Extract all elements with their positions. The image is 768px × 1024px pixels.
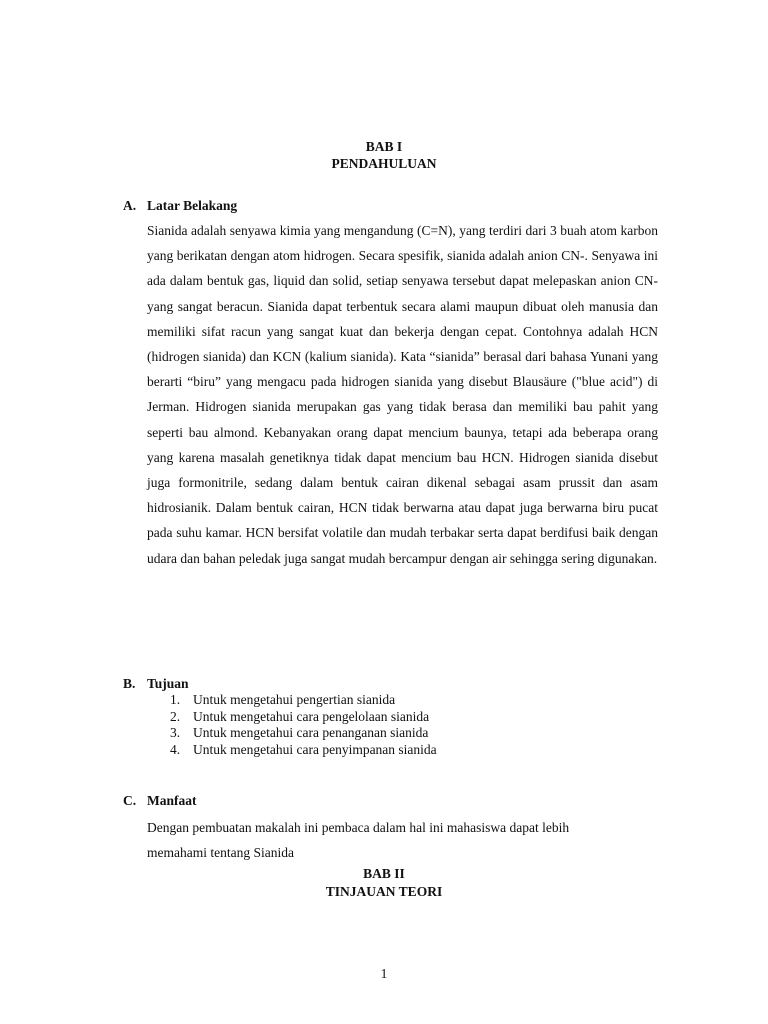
list-item-text: Untuk mengetahui cara pengelolaan sianida <box>193 708 430 724</box>
section-c-letter: C. <box>123 793 137 808</box>
section-c-line-2: memahami tentang Sianida <box>147 845 294 860</box>
tujuan-list <box>170 692 437 759</box>
section-a-title: Latar Belakang <box>147 198 238 213</box>
section-c-title: Manfaat <box>147 793 197 808</box>
section-c-line-1: Dengan pembuatan makalah ini pembaca dalam hal ini mahasiswa dapat lebih <box>147 820 570 835</box>
chapter2-label: BAB II <box>363 866 405 881</box>
section-b-letter: B. <box>123 676 136 691</box>
page-number: 1 <box>380 966 388 981</box>
chapter2-title: TINJAUAN TEORI <box>325 884 443 899</box>
list-item-text: Untuk mengetahui cara penanganan sianida <box>193 725 429 741</box>
list-item-text: Untuk mengetahui cara penyimpanan sianida <box>193 742 437 758</box>
section-c-heading <box>123 793 197 809</box>
list-item-text: Untuk mengetahui pengertian sianida <box>193 692 396 707</box>
section-a-paragraph: Sianida adalah senyawa kimia yang mengandung (C=N), yang terdiri dari 3 buah atom karbon yang berikatan dengan atom hidrogen. Secara spesifik, sianida adalah anion CN-. Senyawa ini ada dalam bentuk gas, liquid dan solid, setiap senyawa tersebut dapat melepaskan anion CN- yang sangat beracun. Sianida dapat terbentuk secara alami maupun dibuat oleh manusia dan memiliki sifat racun yang sangat kuat dan bekerja dengan cepat. Contohnya adalah HCN (hidrogen sianida) dan KCN (kalium sianida). Kata “sianida” berasal dari bahasa Yunani yang berarti “biru” yang mengacu pada hidrogen sianida yang disebut Blausäure ("blue acid") di Jerman. Hidrogen sianida merupakan gas yang tidak berasa dan memiliki bau pahit yang seperti bau almond. Kebanyakan orang dapat mencium baunya, tetapi ada beberapa orang yang karena masalah genetiknya tidak dapat mencium bau HCN. Hidrogen sianida disebut juga formonitrile, sedang dalam bentuk cairan dikenal sebagai asam prussit dan asam hidrosianik. Dalam bentuk cairan, HCN tidak berwarna atau dapat juga berwarna biru pucat pada suhu kamar. HCN bersifat volatile dan mudah terbakar serta dapat berdifusi baik dengan udara dan bahan peledak juga sangat mudah bercampur dengan air sehingga sering digunakan. <box>147 223 658 566</box>
list-item <box>170 725 437 742</box>
section-b-title: Tujuan <box>147 676 189 691</box>
chapter1-label: BAB I <box>365 139 403 154</box>
list-item-number: 2. <box>170 708 181 724</box>
list-item <box>170 742 437 759</box>
section-c-paragraph <box>147 815 667 865</box>
section-a-heading <box>123 198 237 214</box>
list-item <box>170 692 437 709</box>
section-b-heading <box>123 676 189 692</box>
chapter1-title: PENDAHULUAN <box>331 156 437 171</box>
list-item-number: 4. <box>170 742 181 758</box>
list-item-number: 1. <box>170 692 181 707</box>
section-a-letter: A. <box>123 198 137 213</box>
list-item <box>170 709 437 726</box>
list-item-number: 3. <box>170 725 181 741</box>
